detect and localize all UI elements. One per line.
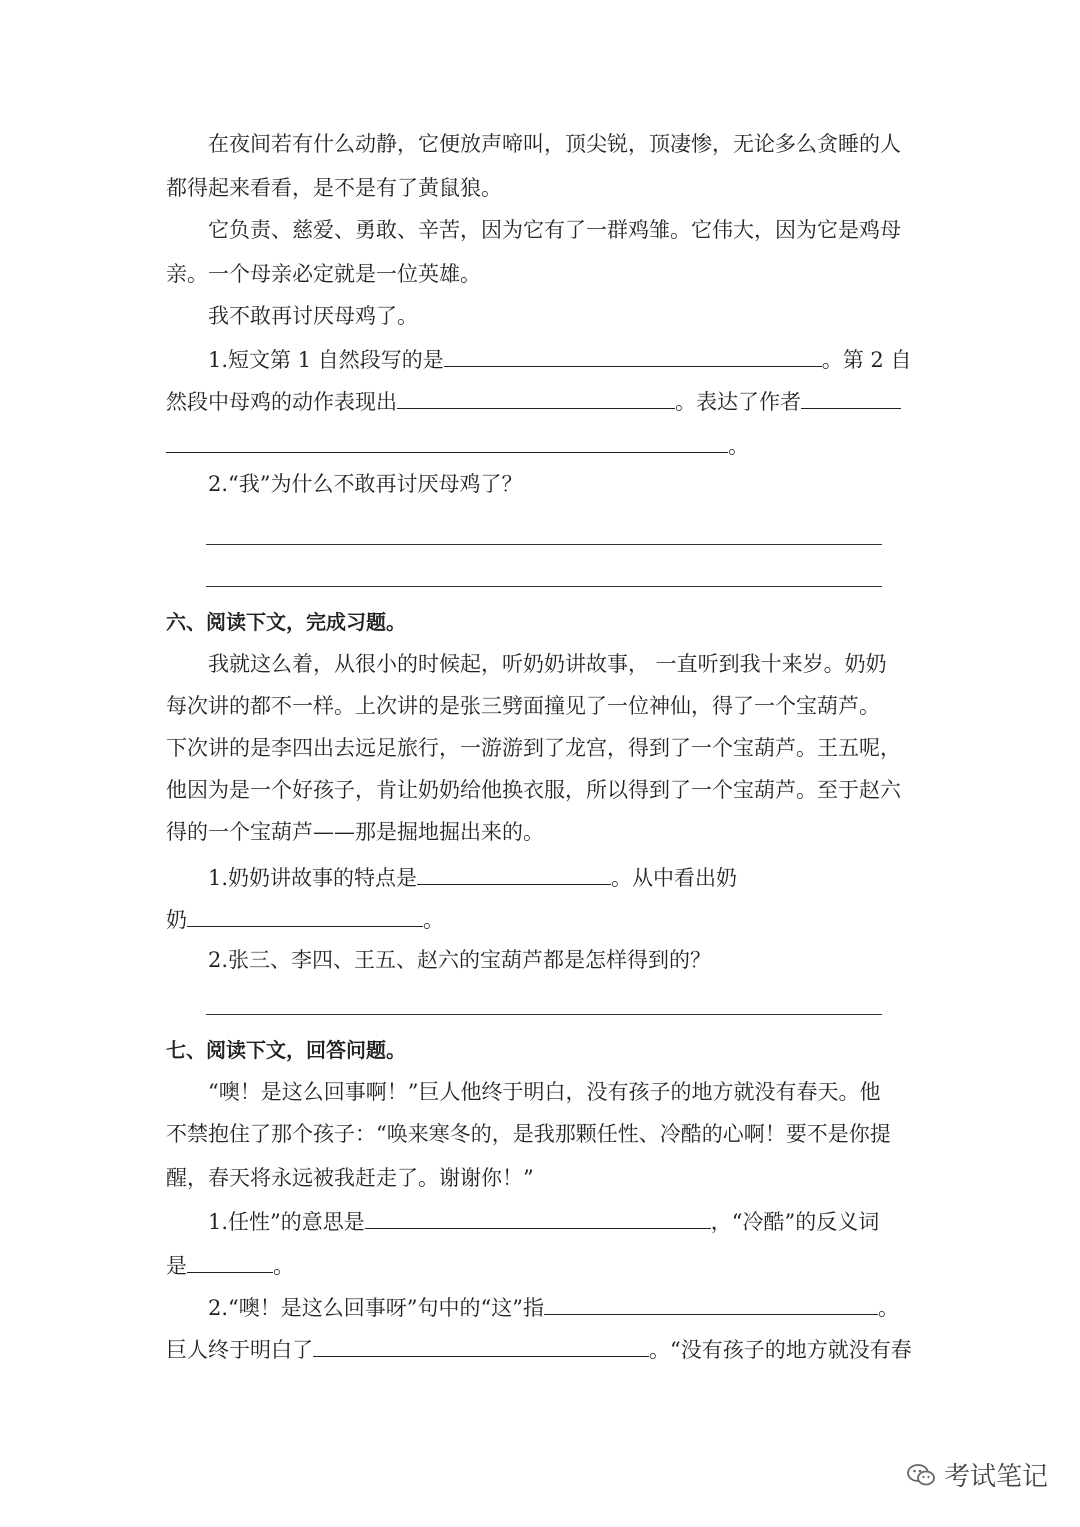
answer-blank[interactable] (187, 1250, 273, 1273)
answer-line[interactable] (206, 1014, 882, 1015)
answer-blank[interactable] (444, 344, 822, 367)
question-text: 1.任性”的意思是 (208, 1210, 365, 1234)
section7-heading: 七、阅读下文，回答问题。 (166, 1038, 406, 1062)
section6-question2: 2.张三、李四、王五、赵六的宝葫芦都是怎样得到的？ (208, 948, 712, 972)
section6-question1-line1 (208, 862, 737, 892)
question-text: 巨人终于明白了 (166, 1338, 313, 1362)
question-text: 。表达了作者 (675, 390, 801, 414)
answer-blank[interactable] (801, 386, 901, 409)
question-text: ，“冷酷”的反义词 (710, 1210, 880, 1234)
question-text: 。 (423, 908, 444, 932)
passage1-question1-line2 (166, 386, 901, 416)
section7-question2-line1 (208, 1292, 899, 1322)
section6-heading: 六、阅读下文，完成习题。 (166, 610, 406, 634)
section6-line2: 每次讲的都不一样。上次讲的是张三劈面撞见了一位神仙，得了一个宝葫芦。 (166, 694, 880, 718)
question-text: 。从中看出奶 (611, 866, 738, 890)
section7-question1-line1 (208, 1206, 879, 1236)
passage1-question1-line1 (208, 344, 911, 374)
section7-line1: “噢！是这么回事啊！”巨人他终于明白，没有孩子的地方就没有春天。他 (208, 1080, 881, 1104)
question-text: 。 (728, 434, 749, 458)
answer-blank[interactable] (313, 1334, 649, 1357)
answer-line[interactable] (206, 586, 882, 587)
answer-blank[interactable] (166, 430, 728, 453)
question-text: 1.短文第 1 自然段写的是 (208, 348, 444, 372)
question-text: 2.“噢！是这么回事呀”句中的“这”指 (208, 1296, 544, 1320)
passage1-question2: 2.“我”为什么不敢再讨厌母鸡了？ (208, 472, 523, 496)
section6-line4: 他因为是一个好孩子，肯让奶奶给他换衣服，所以得到了一个宝葫芦。至于赵六 (166, 778, 901, 802)
watermark (906, 1456, 1048, 1493)
section7-line2: 不禁抱住了那个孩子：“唤来寒冬的，是我那颗任性、冷酷的心啊！要不是你提 (166, 1122, 891, 1146)
question-text: 。第 2 自 (821, 348, 912, 372)
section7-question1-line2 (166, 1250, 294, 1280)
answer-line[interactable] (206, 544, 882, 545)
question-text: 1.奶奶讲故事的特点是 (208, 866, 418, 890)
section6-line3: 下次讲的是李四出去远足旅行，一游游到了龙宫，得到了一个宝葫芦。王五呢， (166, 736, 901, 760)
answer-blank[interactable] (544, 1292, 878, 1315)
answer-blank[interactable] (365, 1206, 711, 1229)
wechat-icon (906, 1462, 936, 1488)
question-text: 奶 (166, 908, 187, 932)
question-text: 然段中母鸡的动作表现出 (166, 390, 397, 414)
question-text: 。 (877, 1296, 899, 1320)
question-text: 是 (166, 1254, 187, 1278)
section7-line3: 醒，春天将永远被我赶走了。谢谢你！” (166, 1166, 534, 1190)
section7-question2-line2 (166, 1334, 912, 1364)
answer-blank[interactable] (187, 904, 423, 927)
passage1-p1-line2: 都得起来看看，是不是有了黄鼠狼。 (166, 176, 502, 200)
passage1-p1-line1: 在夜间若有什么动静，它便放声啼叫，顶尖锐，顶凄惨，无论多么贪睡的人 (208, 132, 901, 156)
question-text: 。“没有孩子的地方就没有春 (649, 1338, 912, 1362)
section6-line1: 我就这么着，从很小的时候起，听奶奶讲故事， 一直听到我十来岁。奶奶 (208, 652, 887, 676)
passage1-question1-line3 (166, 430, 749, 460)
passage1-p2-line2: 亲。一个母亲必定就是一位英雄。 (166, 262, 481, 286)
section6-question1-line2 (166, 904, 444, 934)
passage1-p2-line1: 它负责、慈爱、勇敢、辛苦，因为它有了一群鸡雏。它伟大，因为它是鸡母 (208, 218, 901, 242)
watermark-label: 考试笔记 (944, 1462, 1049, 1492)
answer-blank[interactable] (417, 862, 611, 885)
question-text: 。 (273, 1254, 294, 1278)
answer-blank[interactable] (397, 386, 675, 409)
section6-line5: 得的一个宝葫芦——那是掘地掘出来的。 (166, 820, 544, 844)
passage1-p3: 我不敢再讨厌母鸡了。 (208, 304, 418, 328)
